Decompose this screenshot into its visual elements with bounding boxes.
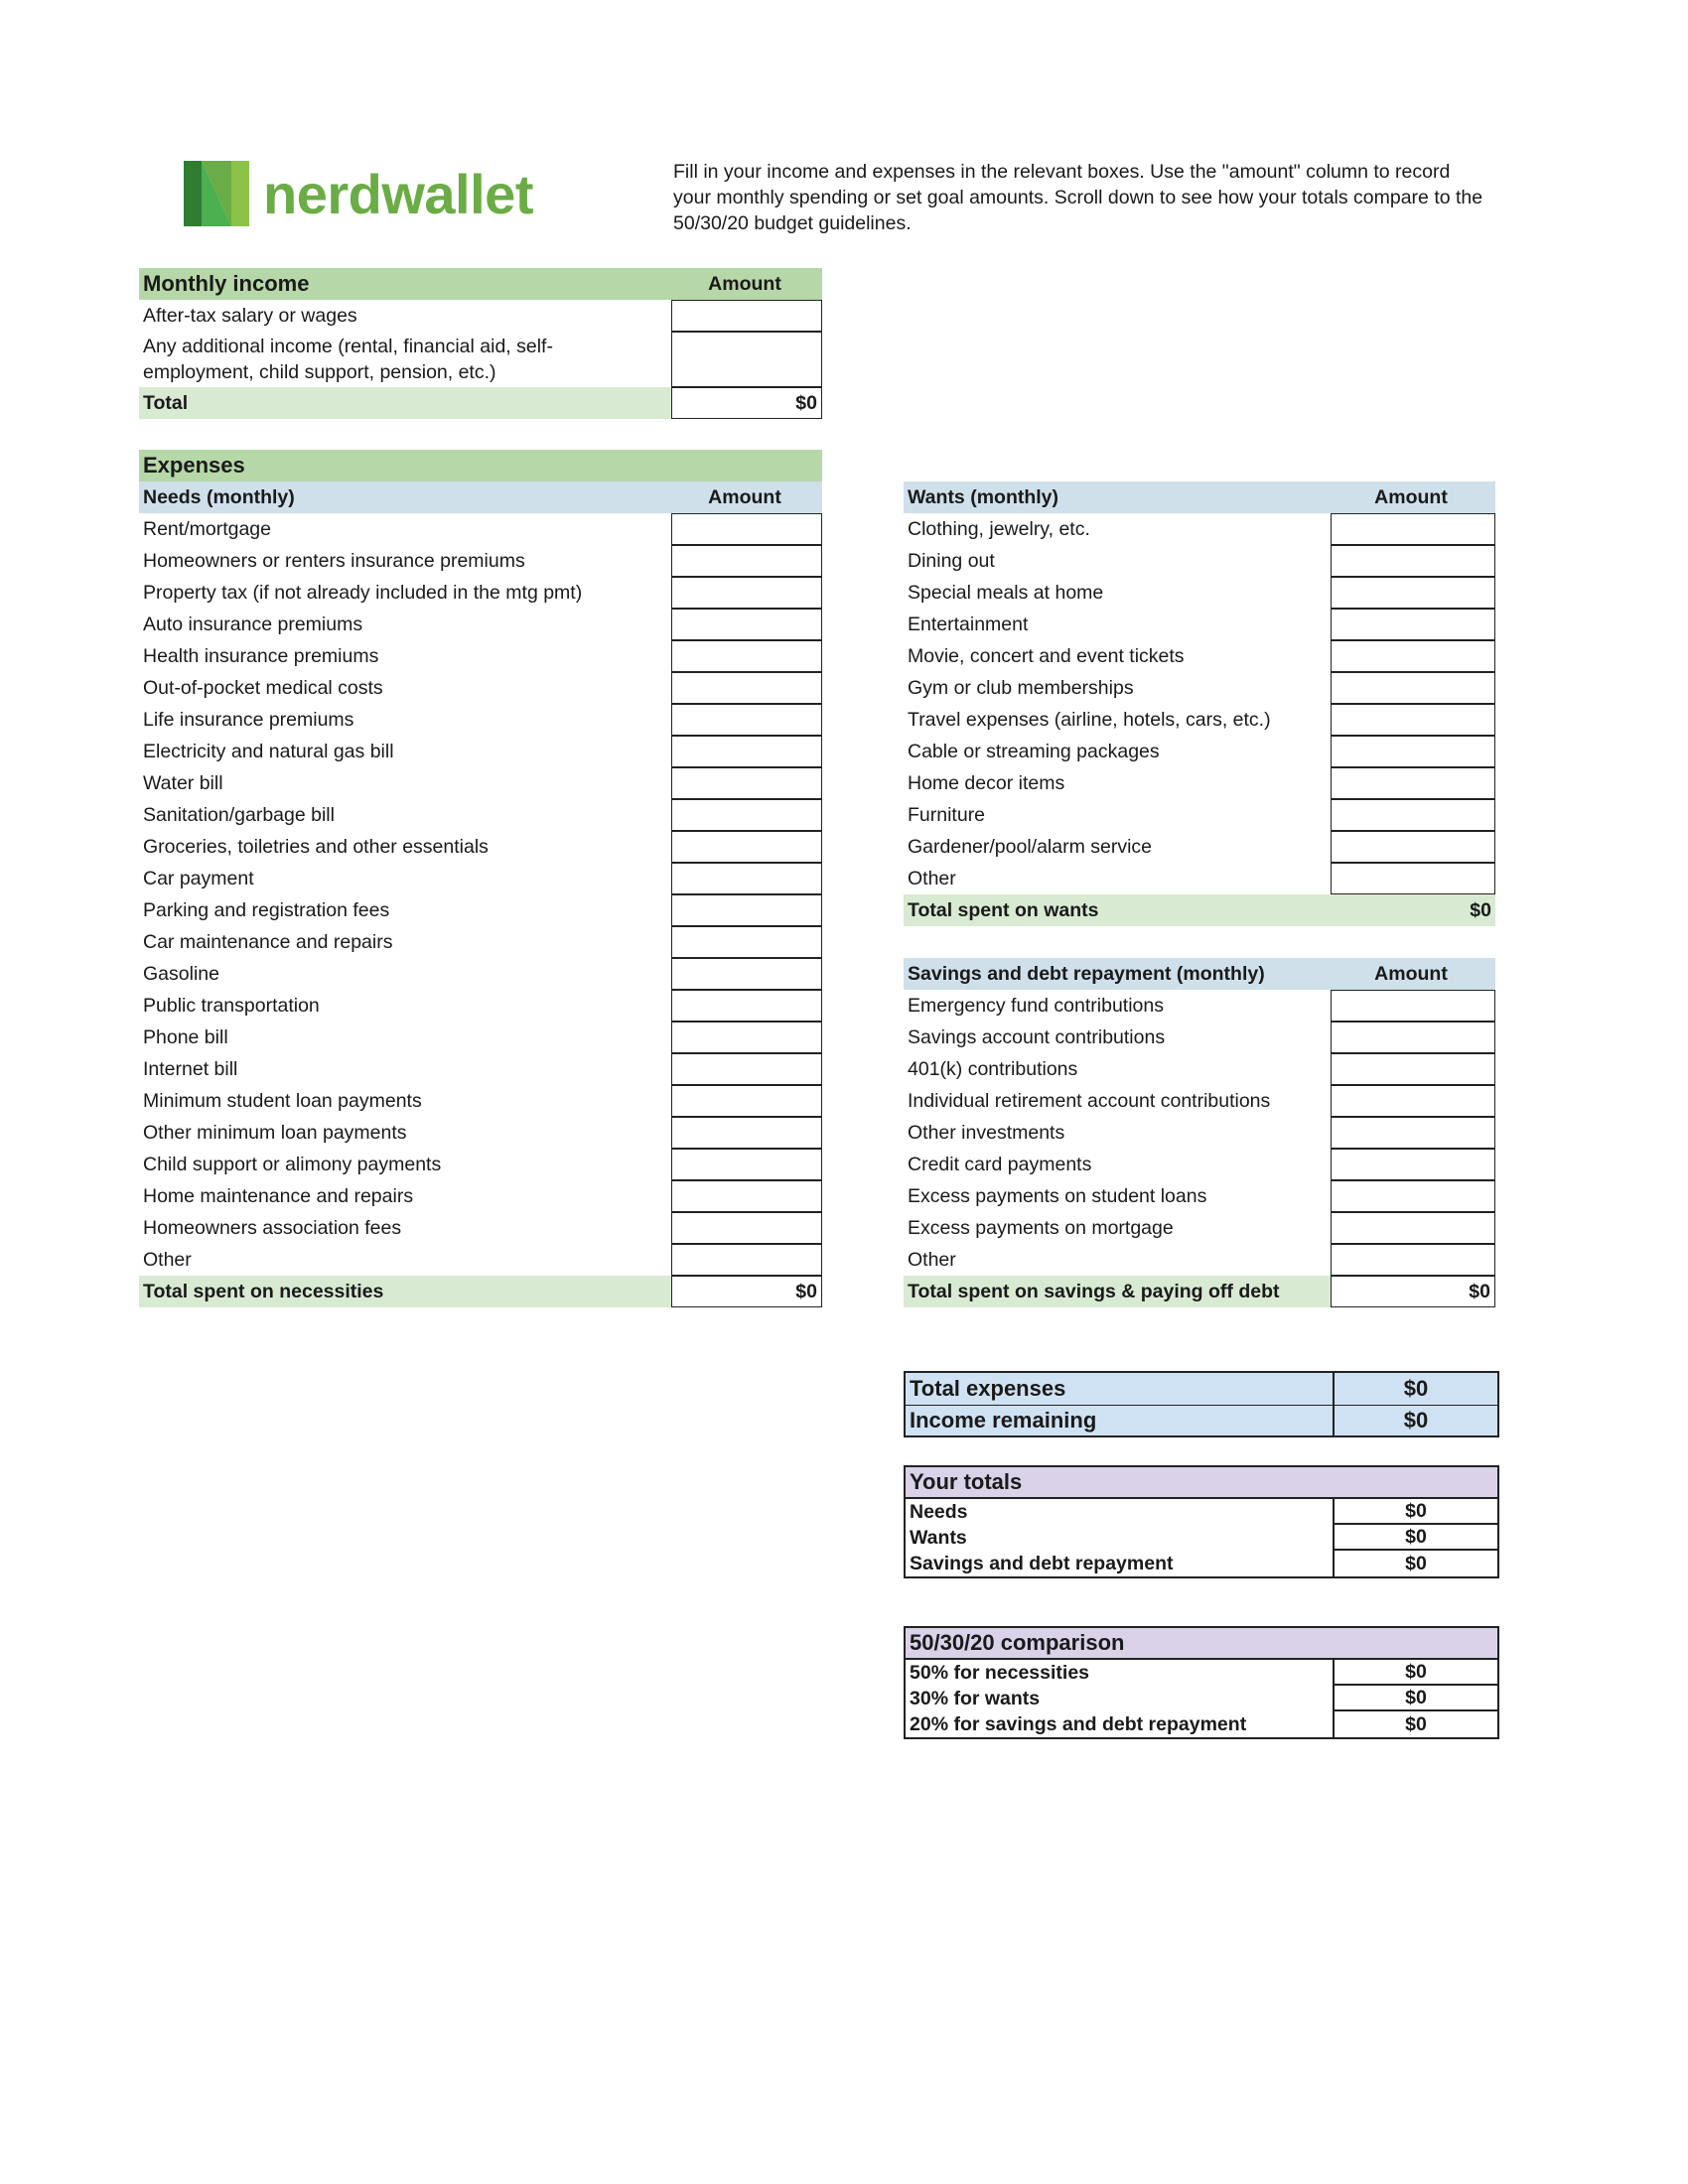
- expense-label: Other investments: [908, 1121, 1065, 1144]
- expense-row: [904, 736, 1495, 767]
- wants-total-value: $0: [1470, 898, 1491, 921]
- amount-input[interactable]: [1331, 640, 1495, 672]
- your-totals-title: Your totals: [910, 1469, 1023, 1494]
- expense-row: [904, 1244, 1495, 1276]
- savings-total-value: $0: [1331, 1276, 1495, 1307]
- amount-input[interactable]: [1331, 1180, 1495, 1212]
- amount-input[interactable]: [1331, 736, 1495, 767]
- amount-input[interactable]: [671, 1022, 822, 1053]
- expense-row: [139, 736, 822, 767]
- amount-input[interactable]: [1331, 1085, 1495, 1117]
- expense-label: Minimum student loan payments: [143, 1089, 422, 1112]
- expense-label: Furniture: [908, 803, 986, 826]
- summary-label: Wants: [910, 1526, 967, 1549]
- savings-total-row: [904, 1276, 1495, 1307]
- amount-input[interactable]: [671, 640, 822, 672]
- expense-row: [904, 1053, 1495, 1085]
- income-total-value: $0: [671, 387, 822, 419]
- expense-row: [139, 640, 822, 672]
- expense-label: Parking and registration fees: [143, 898, 390, 921]
- expense-row: [139, 1022, 822, 1053]
- instructions-text: Fill in your income and expenses in the relevant boxes. Use the "amount" column to record your monthly spending or set goal amounts. Scroll down to see how your totals compare to the 50/30/20 budget guidelines.: [673, 161, 1483, 234]
- amount-input[interactable]: [671, 958, 822, 990]
- income-row: [139, 300, 822, 332]
- expense-row: [904, 704, 1495, 736]
- expense-label: Car maintenance and repairs: [143, 930, 393, 953]
- needs-title: Needs (monthly): [143, 485, 295, 508]
- amount-input[interactable]: [1331, 767, 1495, 799]
- amount-input[interactable]: [1331, 704, 1495, 736]
- income-table: [139, 268, 822, 419]
- expense-label: Credit card payments: [908, 1153, 1092, 1175]
- amount-input[interactable]: [671, 513, 822, 545]
- comparison-title: 50/30/20 comparison: [910, 1630, 1125, 1655]
- amount-input[interactable]: [1331, 1117, 1495, 1149]
- expense-label: Out-of-pocket medical costs: [143, 676, 383, 699]
- income-header: [139, 268, 822, 300]
- wants-total-row: [904, 894, 1495, 926]
- summary-row: [906, 1525, 1497, 1551]
- expense-row: [904, 990, 1495, 1022]
- expense-label: Special meals at home: [908, 581, 1104, 604]
- total-label: Total spent on wants: [908, 898, 1099, 921]
- expense-label: Clothing, jewelry, etc.: [908, 517, 1090, 540]
- summary-row: [906, 1711, 1497, 1737]
- expense-row: [139, 799, 822, 831]
- nerdwallet-logo: [184, 159, 533, 228]
- summary-row: [906, 1660, 1497, 1686]
- summary-row: [906, 1499, 1497, 1525]
- amount-input[interactable]: [1331, 990, 1495, 1022]
- summary-value: $0: [1333, 1711, 1497, 1737]
- expense-label: Sanitation/garbage bill: [143, 803, 335, 826]
- expense-label: Dining out: [908, 549, 995, 572]
- amount-input[interactable]: [1331, 1022, 1495, 1053]
- income-remaining-value: $0: [1333, 1406, 1497, 1435]
- amount-input[interactable]: [1331, 1212, 1495, 1244]
- needs-total-row: [139, 1276, 822, 1307]
- expense-row: [904, 672, 1495, 704]
- expense-row: [904, 1085, 1495, 1117]
- expense-label: Child support or alimony payments: [143, 1153, 442, 1175]
- your-totals-table: [904, 1465, 1499, 1578]
- expense-row: [139, 609, 822, 640]
- expense-label: Gasoline: [143, 962, 219, 985]
- income-remaining-label: Income remaining: [910, 1408, 1097, 1433]
- amount-input[interactable]: [671, 1244, 822, 1276]
- savings-table: [904, 958, 1495, 1307]
- summary-value: $0: [1333, 1686, 1497, 1711]
- expense-row: [139, 1149, 822, 1180]
- expenses-header: [139, 450, 822, 481]
- income-title: Monthly income: [143, 271, 310, 296]
- expense-row: [139, 1244, 822, 1276]
- expense-label: Home decor items: [908, 771, 1065, 794]
- total-label: Total spent on necessities: [143, 1280, 384, 1302]
- wants-header: [904, 481, 1495, 513]
- your-totals-header: [906, 1467, 1497, 1499]
- expense-label: Rent/mortgage: [143, 517, 271, 540]
- expense-row: [904, 799, 1495, 831]
- expense-row: [139, 1180, 822, 1212]
- amount-input[interactable]: [671, 799, 822, 831]
- amount-input[interactable]: [1331, 863, 1495, 894]
- expense-label: Electricity and natural gas bill: [143, 740, 394, 762]
- summary-label: 50% for necessities: [910, 1661, 1090, 1684]
- summary-label: Needs: [910, 1500, 968, 1523]
- expense-row: [904, 577, 1495, 609]
- nerdwallet-n-icon: [184, 161, 249, 226]
- expense-label: Groceries, toiletries and other essentials: [143, 835, 489, 858]
- summary-value: $0: [1333, 1525, 1497, 1551]
- total-expenses-value: $0: [1333, 1373, 1497, 1405]
- expense-row: [139, 513, 822, 545]
- expense-row: [904, 1180, 1495, 1212]
- expense-label: Property tax (if not already included in the mtg pmt): [143, 581, 583, 604]
- total-expenses-row: [906, 1373, 1497, 1406]
- amount-input[interactable]: [671, 990, 822, 1022]
- summary-value: $0: [1333, 1499, 1497, 1525]
- expense-row: [904, 609, 1495, 640]
- summary-label: 20% for savings and debt repayment: [910, 1712, 1247, 1735]
- amount-input[interactable]: [1331, 609, 1495, 640]
- expense-label: Home maintenance and repairs: [143, 1184, 414, 1207]
- expense-row: [139, 1085, 822, 1117]
- income-label: Any additional income (rental, financial aid, self-employment, child support, pension, etc.): [143, 336, 553, 383]
- expense-label: Cable or streaming packages: [908, 740, 1160, 762]
- expense-label: Phone bill: [143, 1025, 228, 1048]
- amount-header: Amount: [708, 272, 781, 295]
- income-amount-input[interactable]: [671, 332, 822, 387]
- amount-header: Amount: [1374, 962, 1448, 985]
- total-label: Total spent on savings & paying off debt: [908, 1280, 1280, 1302]
- expense-label: Other: [143, 1248, 192, 1271]
- amount-input[interactable]: [671, 863, 822, 894]
- amount-input[interactable]: [671, 704, 822, 736]
- amount-input[interactable]: [1331, 513, 1495, 545]
- amount-input[interactable]: [1331, 1244, 1495, 1276]
- summary-label: Savings and debt repayment: [910, 1552, 1174, 1574]
- expenses-summary-table: [904, 1371, 1499, 1437]
- amount-input[interactable]: [671, 1180, 822, 1212]
- expense-row: [139, 863, 822, 894]
- needs-header: [139, 481, 822, 513]
- expense-row: [139, 545, 822, 577]
- comparison-table: [904, 1626, 1499, 1739]
- summary-label: 30% for wants: [910, 1687, 1041, 1709]
- amount-input[interactable]: [1331, 799, 1495, 831]
- amount-input[interactable]: [1331, 1149, 1495, 1180]
- income-remaining-row: [906, 1406, 1497, 1435]
- wants-table: [904, 481, 1495, 926]
- amount-input[interactable]: [1331, 1053, 1495, 1085]
- wants-title: Wants (monthly): [908, 485, 1059, 508]
- brand-name: nerdwallet: [263, 162, 533, 225]
- savings-title: Savings and debt repayment (monthly): [908, 962, 1265, 985]
- amount-header: Amount: [708, 485, 781, 508]
- expense-label: Life insurance premiums: [143, 708, 354, 731]
- expense-row: [139, 894, 822, 926]
- amount-input[interactable]: [1331, 577, 1495, 609]
- expense-label: Public transportation: [143, 994, 320, 1017]
- amount-input[interactable]: [1331, 672, 1495, 704]
- expense-row: [139, 831, 822, 863]
- expense-row: [904, 831, 1495, 863]
- expense-label: Individual retirement account contributions: [908, 1089, 1271, 1112]
- amount-header: Amount: [1374, 485, 1448, 508]
- expense-label: Movie, concert and event tickets: [908, 644, 1185, 667]
- expense-label: Entertainment: [908, 613, 1029, 635]
- needs-total-value: $0: [671, 1276, 822, 1307]
- expense-row: [904, 863, 1495, 894]
- expense-label: Car payment: [143, 867, 254, 889]
- income-row: [139, 332, 822, 387]
- expense-row: [139, 1212, 822, 1244]
- total-expenses-label: Total expenses: [910, 1376, 1066, 1401]
- expense-row: [139, 672, 822, 704]
- expense-label: Excess payments on student loans: [908, 1184, 1207, 1207]
- expense-row: [139, 577, 822, 609]
- expense-row: [139, 1117, 822, 1149]
- expense-label: Homeowners association fees: [143, 1216, 402, 1239]
- expense-label: Emergency fund contributions: [908, 994, 1164, 1017]
- expense-label: Internet bill: [143, 1057, 238, 1080]
- expense-row: [904, 1117, 1495, 1149]
- amount-input[interactable]: [671, 545, 822, 577]
- amount-input[interactable]: [671, 926, 822, 958]
- expense-row: [139, 990, 822, 1022]
- expense-row: [904, 767, 1495, 799]
- summary-value: $0: [1333, 1660, 1497, 1686]
- expense-label: Homeowners or renters insurance premiums: [143, 549, 525, 572]
- expense-row: [139, 958, 822, 990]
- income-label: After-tax salary or wages: [143, 304, 357, 327]
- total-label: Total: [143, 391, 189, 414]
- amount-input[interactable]: [671, 1085, 822, 1117]
- amount-input[interactable]: [671, 894, 822, 926]
- amount-input[interactable]: [671, 1053, 822, 1085]
- expense-row: [139, 926, 822, 958]
- expense-label: Travel expenses (airline, hotels, cars, etc.): [908, 708, 1271, 731]
- expense-row: [139, 767, 822, 799]
- summary-row: [906, 1551, 1497, 1576]
- expense-label: Gym or club memberships: [908, 676, 1134, 699]
- expense-label: Health insurance premiums: [143, 644, 379, 667]
- expense-row: [139, 1053, 822, 1085]
- expense-label: Other: [908, 867, 956, 889]
- savings-header: [904, 958, 1495, 990]
- expense-row: [904, 1022, 1495, 1053]
- amount-input[interactable]: [671, 577, 822, 609]
- expense-row: [139, 704, 822, 736]
- expense-row: [904, 545, 1495, 577]
- expense-row: [904, 1149, 1495, 1180]
- amount-input[interactable]: [671, 736, 822, 767]
- summary-value: $0: [1333, 1551, 1497, 1576]
- income-amount-input[interactable]: [671, 300, 822, 332]
- expense-row: [904, 640, 1495, 672]
- amount-input[interactable]: [671, 609, 822, 640]
- comparison-header: [906, 1628, 1497, 1660]
- amount-input[interactable]: [671, 831, 822, 863]
- needs-table: [139, 450, 822, 1307]
- expense-label: Gardener/pool/alarm service: [908, 835, 1153, 858]
- expense-row: [904, 513, 1495, 545]
- income-total-row: [139, 387, 822, 419]
- expense-label: Other: [908, 1248, 956, 1271]
- amount-input[interactable]: [671, 1117, 822, 1149]
- amount-input[interactable]: [671, 767, 822, 799]
- expenses-title: Expenses: [143, 453, 245, 478]
- expense-label: Other minimum loan payments: [143, 1121, 407, 1144]
- amount-input[interactable]: [1331, 831, 1495, 863]
- expense-label: 401(k) contributions: [908, 1057, 1078, 1080]
- amount-input[interactable]: [671, 1212, 822, 1244]
- expense-label: Auto insurance premiums: [143, 613, 363, 635]
- amount-input[interactable]: [1331, 545, 1495, 577]
- amount-input[interactable]: [671, 672, 822, 704]
- amount-input[interactable]: [671, 1149, 822, 1180]
- expense-label: Savings account contributions: [908, 1025, 1166, 1048]
- expense-label: Excess payments on mortgage: [908, 1216, 1174, 1239]
- summary-row: [906, 1686, 1497, 1711]
- expense-label: Water bill: [143, 771, 223, 794]
- expense-row: [904, 1212, 1495, 1244]
